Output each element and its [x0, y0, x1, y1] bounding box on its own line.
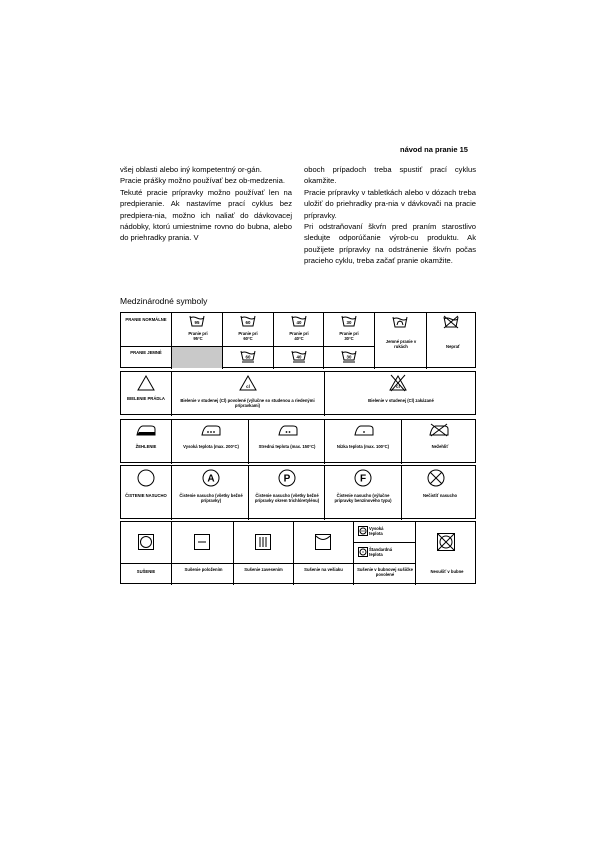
row-label-bleach: BIELENIE PRÁDLA [127, 396, 165, 401]
svg-text:40: 40 [296, 354, 302, 360]
iron-low-caption: Nízka teplota (max. 100°C) [336, 444, 390, 449]
iron-icon [136, 424, 156, 436]
wash-tub-icon [240, 315, 256, 327]
iron-low-icon [354, 424, 374, 436]
no-iron-caption: Nežehliť [431, 444, 449, 449]
iron-mid-icon [278, 424, 298, 436]
bleach-cl-caption: Bielenie v studenej (Cl) povolené (výlučne so studenou a riedenými prípravkami) [180, 398, 315, 408]
tumble-high-icon [358, 526, 368, 536]
iron-table [120, 419, 476, 463]
dry-flat-icon [194, 534, 210, 550]
row-label-gentle: PRANIE JEMNÉ [130, 350, 162, 355]
text-column-right [304, 164, 476, 267]
dry-hang-caption: Sušenie zavesením [244, 567, 283, 572]
no-iron-icon [429, 423, 449, 437]
text-column-left [120, 164, 292, 244]
svg-text:30: 30 [346, 354, 352, 360]
svg-text:60: 60 [245, 354, 251, 360]
paragraph: Pracie prášky možno používať bez ob-medzenia. [120, 176, 285, 186]
hand-wash-caption: Jemné pranie v rukách [385, 339, 417, 349]
svg-text:30: 30 [346, 320, 352, 325]
dry-table [120, 521, 476, 584]
wash-tub-icon [341, 315, 357, 327]
empty-cell [172, 347, 222, 368]
row-label-normal: PRANIE NORMÁLNE [125, 317, 167, 322]
tumble-allowed-caption: Sušenie v bubnovej sušičke povolené [357, 567, 413, 577]
dry-clean-f-icon [354, 469, 372, 487]
dry-clean-p-caption: Čistenie nasucho (všetky bežné prípravky okrem trichlóretylénu) [254, 493, 320, 503]
dry-clean-f-caption: Čistenie nasucho (výlučne prípravky benzínového typu) [334, 493, 392, 503]
section-title: Medzinárodné symboly [120, 296, 208, 306]
svg-text:cl: cl [396, 384, 400, 389]
svg-text:95: 95 [194, 320, 200, 325]
svg-text:P: P [283, 473, 291, 485]
wash-caption-60: Pranie pri 60°C [238, 331, 258, 341]
paragraph: všej oblasti alebo iný kompetentný or-gán. [120, 165, 262, 174]
bleach-triangle-icon [137, 375, 155, 391]
tumble-dry-icon [138, 534, 154, 550]
row-label-dry: SUŠENIE [136, 569, 156, 574]
tumble-high-caption: Vysoká teplota [369, 526, 384, 536]
no-dry-clean-icon [427, 469, 445, 487]
no-wash-caption: Neprať [446, 344, 460, 349]
paragraph: Pracie prípravky v tabletkách alebo v dózach treba uložiť do priehradky pra-nia v dávkovači na pracie prípravky. [304, 187, 476, 220]
iron-high-caption: Vysoká teplota (max. 200°C) [183, 444, 239, 449]
iron-mid-caption: Stredná teplota (max. 150°C) [258, 444, 316, 449]
no-bleach-caption: Bielenie v studenej (Cl) zakázané [368, 398, 434, 403]
svg-text:cl: cl [246, 384, 250, 389]
row-label-iron: ŽEHLENIE [135, 444, 157, 449]
tumble-normal-caption: Štandardná teplota [369, 547, 393, 557]
dry-line-icon [315, 534, 331, 550]
wash-gentle-icon [240, 350, 256, 364]
iron-high-icon [201, 424, 221, 436]
dry-clean-circle-icon [137, 469, 155, 487]
page-header: návod na pranie 15 [400, 145, 468, 154]
wash-caption-30: Pranie pri 30°C [339, 331, 359, 341]
row-label-dry-clean: ČISTENIE NASUCHO [125, 493, 167, 498]
no-bleach-icon [389, 374, 407, 392]
paragraph: Pri odstraňovaní škvŕn pred praním starostlivo sledujte odporúčanie výrob-cu produktu. Ak použijete prípravky na odstránenie škvŕn počas pracieho cyklu, treba začať pranie okamžite. [304, 222, 476, 266]
paragraph: Tekuté pracie prípravky možno používať len na predpieranie. Ak nastavíme prací cyklus bez predpiera-nia, možno ich naliať do dávkovacej nádobky, ktorú umiestnime rovno do bubna, alebo do priehradky prania. V [120, 187, 292, 243]
hand-wash-icon [392, 316, 408, 328]
wash-caption-95: Pranie pri 95°C [188, 331, 208, 341]
svg-text:F: F [359, 473, 367, 485]
svg-text:40: 40 [296, 320, 302, 325]
bleach-cl-icon [239, 375, 257, 391]
wash-tub-icon [189, 315, 205, 327]
svg-text:A: A [207, 473, 215, 485]
wash-tub-icon [291, 315, 307, 327]
paragraph: oboch prípadoch treba spustiť prací cyklus okamžite. [304, 165, 476, 186]
wash-caption-40: Pranie pri 40°C [289, 331, 309, 341]
wash-table [120, 312, 476, 368]
no-tumble-dry-icon [437, 533, 455, 551]
no-wash-icon [443, 316, 459, 328]
dry-clean-table [120, 465, 476, 519]
svg-text:60: 60 [245, 320, 251, 325]
tumble-normal-icon [358, 547, 368, 557]
dry-clean-a-caption: Čistenie nasucho (všetky bežné prípravky) [179, 493, 243, 503]
bleach-table [120, 371, 476, 415]
dry-line-caption: Sušenie na vešiaku [304, 567, 343, 572]
dry-clean-a-icon [202, 469, 220, 487]
dry-clean-p-icon [278, 469, 296, 487]
wash-gentle-icon [341, 350, 357, 364]
dry-flat-caption: Sušenie položením [184, 567, 223, 572]
no-dry-clean-caption: Nečistiť nasucho [422, 493, 458, 498]
dry-drip-icon [255, 534, 271, 550]
wash-gentle-icon [291, 350, 307, 364]
no-tumble-caption: Nesušiť v bubne [430, 569, 464, 574]
